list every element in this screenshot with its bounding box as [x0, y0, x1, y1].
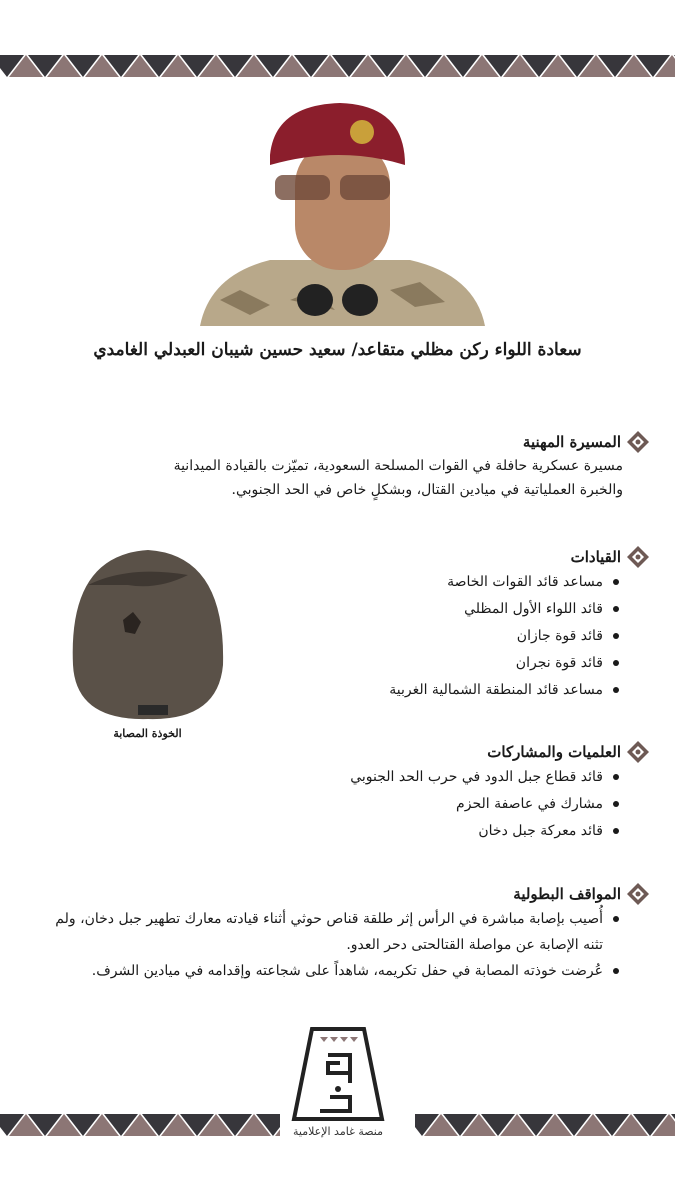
- ornament-icon: [627, 431, 649, 453]
- portrait-photo: [190, 100, 492, 326]
- section-heroism: [35, 882, 623, 984]
- list-item: أُصيب بإصابة مباشرة في الرأس إثر طلقة قناص حوثي أثناء قيادته معارك تطهير جبل دخان، ولم تثنه الإصابة عن مواصلة القتالحتى دحر العدو.: [35, 906, 623, 958]
- ornament-icon: [627, 741, 649, 763]
- list-item: قائد قوة جازان: [389, 623, 623, 650]
- bottom-right-triangle-border: [415, 1114, 675, 1138]
- section-heading: المواقف البطولية: [513, 885, 621, 903]
- list-item: مشارك في عاصفة الحزم: [350, 791, 623, 818]
- career-line: مسيرة عسكرية حافلة في القوات المسلحة السعودية، تميّزت بالقيادة الميدانية: [173, 458, 623, 474]
- list-item: مساعد قائد المنطقة الشمالية الغربية: [389, 677, 623, 704]
- ornament-icon: [627, 883, 649, 905]
- section-operations: [350, 740, 623, 845]
- list-item: قائد قطاع جبل الدود في حرب الحد الجنوبي: [350, 764, 623, 791]
- ornament-icon: [627, 546, 649, 568]
- section-leadership: [389, 545, 623, 704]
- list-item: مساعد قائد القوات الخاصة: [389, 569, 623, 596]
- section-heading: المسيرة المهنية: [522, 433, 621, 451]
- section-career: [174, 430, 623, 502]
- section-heading: القيادات: [570, 548, 621, 566]
- top-triangle-border: [0, 55, 675, 79]
- bottom-left-triangle-border: [0, 1114, 280, 1138]
- list-item: قائد معركة جبل دخان: [350, 818, 623, 845]
- career-line: والخبرة العملياتية في ميادين القتال، وبشكلٍ خاص في الحد الجنوبي.: [231, 482, 623, 498]
- person-title: سعادة اللواء ركن مظلي متقاعد/ سعيد حسين شيبان العبدلي الغامدي: [93, 340, 582, 360]
- list-item: عُرضت خوذته المصابة في حفل تكريمه، شاهداً على شجاعته وإقدامه في ميادين الشرف.: [35, 958, 623, 984]
- damaged-helmet-photo: [68, 545, 226, 721]
- section-heading: العلميات والمشاركات: [487, 743, 621, 761]
- list-item: قائد قوة نجران: [389, 650, 623, 677]
- list-item: قائد اللواء الأول المظلي: [389, 596, 623, 623]
- helmet-caption: الخوذة المصابة: [113, 727, 182, 740]
- logo-text: منصة غامد الإعلامية: [293, 1125, 383, 1138]
